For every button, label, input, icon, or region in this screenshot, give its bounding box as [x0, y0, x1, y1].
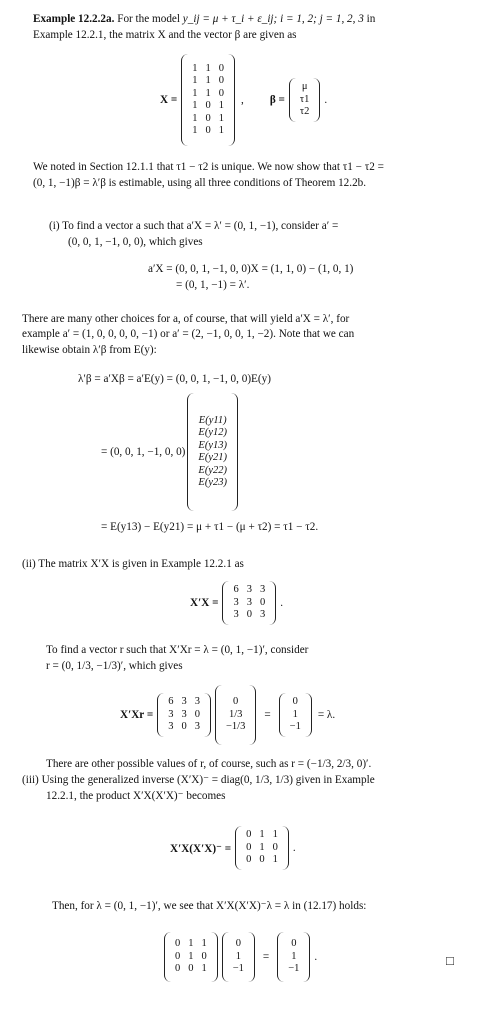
- lambda-vector-row: [286, 696, 305, 709]
- xtx-matrix-cell: 3: [246, 596, 252, 608]
- x-matrix-row: [188, 75, 228, 88]
- product-matrix-cell: 1: [272, 829, 278, 841]
- part-iii-line-2: 12.2.1, the product X′X(X′X)⁻ becomes: [46, 790, 226, 802]
- xtx-matrix-row: [164, 696, 204, 709]
- xtx-matrix-cell: 3: [233, 609, 239, 621]
- product-matrix-row: [242, 829, 282, 842]
- expected-y-cell: E(y23): [198, 477, 227, 488]
- part-ii-line-1: (ii) The matrix X′X is given in Example 12.2.1 as: [22, 558, 244, 570]
- xtx-matrix-cell: 3: [194, 696, 200, 708]
- para-1-line-2: (0, 1, −1)β = λ′β is estimable, using all three conditions of Theorem 12.2b.: [33, 177, 367, 189]
- x-matrix-cell: 1: [192, 75, 198, 86]
- para-2-line-2: example a′ = (1, 0, 0, 0, 0, −1) or a′ = (2, −1, 0, 0, 1, −2). Note that we can: [22, 328, 355, 340]
- product-matrix-cell: 1: [188, 950, 194, 962]
- x-matrix-cell: 0: [218, 75, 225, 86]
- example-intro: Example 12.2.2a. For the model y_ij = μ + τ_i + ε_ij; i = 1, 2; j = 1, 2, 3 in: [33, 13, 376, 25]
- final-lhs-vector-row: [229, 951, 248, 964]
- product-matrix-row: [242, 854, 282, 867]
- r-vector-cell: −1/3: [226, 721, 246, 733]
- product-matrix: [235, 826, 289, 870]
- xtx-equation: X′X = 6 3 3 3 3 0 3 0 3 .: [190, 581, 283, 625]
- xtx-matrix-cell: 3: [168, 708, 174, 720]
- final-lhs-vector-cell: 1: [235, 950, 241, 962]
- expected-y-row: [194, 452, 231, 465]
- beta-vector-row: [296, 94, 313, 107]
- x-matrix-cell: 1: [192, 100, 198, 111]
- r-vector-row: [222, 709, 249, 722]
- product-matrix-cell: 0: [175, 950, 181, 962]
- beta-vector: [289, 78, 320, 122]
- lambda-vector-row: [286, 721, 305, 734]
- final-rhs-vector-row: [284, 951, 303, 964]
- x-matrix-cell: 0: [205, 112, 211, 124]
- x-matrix-cell: 1: [192, 112, 198, 124]
- product-matrix-cell: 1: [259, 841, 265, 853]
- part-iii-line-1: (iii) Using the generalized inverse (X′X)⁻ = diag(0, 1/3, 1/3) given in Example: [22, 774, 375, 786]
- xtx-matrix-cell: 0: [181, 721, 187, 733]
- product-matrix-cell: 0: [246, 829, 252, 841]
- product-matrix-row: [171, 963, 211, 976]
- expected-y-cell: E(y13): [198, 439, 227, 451]
- expected-y-cell: E(y21): [198, 452, 227, 463]
- x-matrix-cell: 1: [192, 125, 198, 136]
- x-matrix-cell: 1: [218, 125, 225, 136]
- x-matrix-row: [188, 63, 228, 76]
- xtx-matrix: [222, 581, 276, 625]
- product-matrix-cell: 0: [246, 854, 252, 866]
- r-vector: [215, 685, 256, 745]
- xtx-matrix-row: [229, 609, 269, 622]
- lambda-vector-cell: 1: [292, 708, 298, 720]
- product-matrix-row: [242, 842, 282, 855]
- product-matrix-cell: 0: [246, 841, 252, 853]
- product-matrix-cell: 0: [272, 841, 278, 853]
- r-vector-cell: 0: [233, 696, 239, 708]
- xtx-matrix-cell: 3: [233, 596, 239, 608]
- final-rhs-vector-row: [284, 938, 303, 951]
- beta-vector-row: [296, 81, 313, 94]
- x-matrix-row: [188, 113, 228, 126]
- xtx-matrix-cell: 0: [194, 708, 200, 720]
- model-equation: y_ij = μ + τ_i + ε_ij; i = 1, 2; j = 1, 2, 3: [182, 13, 364, 25]
- xtxr-equation: X′Xr = 6 3 3 3 3 0 3 0 3 0 1/3 −1/3 = 0 1 −1 = λ.: [120, 685, 335, 745]
- eq-lambda-1: λ′β = a′Xβ = a′E(y) = (0, 0, 1, −1, 0, 0)E(y): [78, 373, 271, 385]
- eq-lambda-3: = E(y13) − E(y21) = μ + τ1 − (μ + τ2) = τ1 − τ2.: [101, 521, 319, 533]
- r-vector-row: [222, 721, 249, 734]
- product-matrix-cell: 1: [201, 963, 207, 975]
- final-lhs-vector-cell: 0: [235, 938, 241, 950]
- xtx-matrix-cell: 0: [259, 596, 266, 608]
- x-matrix-row: [188, 100, 228, 113]
- expected-y-row: [194, 477, 231, 490]
- expected-y-cell: E(y22): [198, 464, 227, 476]
- final-rhs-vector-cell: 0: [291, 938, 297, 950]
- x-matrix-equation: X = 1 1 0 1 1 0 1 1 0 1 0 1 1 0 1 1 0 1 , β = μ τ1 τ2 .: [160, 54, 327, 146]
- r-vector-cell: 1/3: [228, 708, 243, 720]
- product-matrix-cell: 0: [175, 963, 181, 975]
- xtx-matrix-cell: 3: [194, 721, 200, 733]
- para-3: There are other possible values of r, of course, such as r = (−1/3, 2/3, 0)′.: [46, 758, 372, 770]
- lambda-vector-cell: 0: [292, 696, 298, 708]
- x-matrix: [181, 54, 235, 146]
- x-matrix-cell: 1: [218, 100, 225, 111]
- r-vector-row: [222, 696, 249, 709]
- product-matrix-row: [171, 951, 211, 964]
- x-matrix-row: [188, 125, 228, 138]
- lambda-vector: [279, 693, 312, 737]
- x-matrix-row: [188, 88, 228, 101]
- expected-y-cell: E(y12): [198, 427, 227, 438]
- x-matrix-cell: 1: [218, 112, 225, 124]
- product-matrix-row: [171, 938, 211, 951]
- para-1-line-1: We noted in Section 12.1.1 that τ1 − τ2 is unique. We now show that τ1 − τ2 =: [33, 161, 384, 173]
- product-matrix-cell: 1: [201, 938, 207, 950]
- final-lhs-vector-row: [229, 938, 248, 951]
- x-matrix-cell: 1: [205, 62, 211, 74]
- xtx-matrix-row: [229, 597, 269, 610]
- final-rhs-vector-row: [284, 963, 303, 976]
- example-heading: Example 12.2.2a.: [33, 13, 115, 25]
- expected-y-cell: E(y11): [198, 414, 227, 426]
- xtx-matrix-cell: 3: [168, 721, 174, 733]
- end-of-example-mark: □: [446, 953, 454, 968]
- beta-vector-cell: τ2: [299, 106, 310, 118]
- lambda-vector-cell: −1: [289, 721, 301, 733]
- product-matrix-cell: 1: [188, 938, 194, 950]
- xtx-matrix-row: [164, 721, 204, 734]
- xtx-matrix-cell: 3: [181, 696, 187, 708]
- para-2-line-3: likewise obtain λ′β from E(y):: [22, 344, 157, 356]
- xtx-matrix-row: [164, 709, 204, 722]
- x-matrix-cell: 1: [205, 75, 211, 86]
- x-matrix-cell: 1: [192, 87, 198, 99]
- xtx-matrix-cell: 6: [168, 696, 174, 708]
- xtx-matrix-cell: 3: [181, 708, 187, 720]
- final-rhs-vector-cell: −1: [288, 963, 300, 975]
- eq-i-1: a′X = (0, 0, 1, −1, 0, 0)X = (1, 1, 0) − (1, 0, 1): [148, 263, 354, 275]
- x-matrix-cell: 1: [192, 62, 198, 74]
- expected-y-row: [194, 465, 231, 478]
- xtx-matrix-cell: 6: [233, 584, 239, 596]
- final-lhs-vector-row: [229, 963, 248, 976]
- x-matrix-cell: 0: [205, 100, 211, 111]
- final-lhs-vector-cell: −1: [232, 963, 244, 975]
- part-ii-line-3: r = (0, 1/3, −1/3)′, which gives: [46, 660, 183, 672]
- beta-vector-cell: τ1: [299, 93, 310, 105]
- para-4: Then, for λ = (0, 1, −1)′, we see that X′X(X′X)⁻λ = λ in (12.17) holds:: [52, 900, 367, 912]
- part-i-line-1: (i) To find a vector a such that a′X = λ′ = (0, 1, −1), consider a′ =: [49, 220, 339, 232]
- x-matrix-cell: 0: [218, 62, 225, 74]
- xtx-matrix-cell: 3: [259, 609, 266, 621]
- expected-y-row: [194, 427, 231, 440]
- product-matrix-cell: 1: [272, 854, 278, 866]
- x-matrix-cell: 1: [205, 87, 211, 99]
- product-matrix-cell: 0: [188, 963, 194, 975]
- final-rhs-vector-cell: 1: [291, 950, 297, 962]
- intro-line-2: Example 12.2.1, the matrix X and the vector β are given as: [33, 29, 297, 41]
- part-i-line-2: (0, 0, 1, −1, 0, 0), which gives: [68, 236, 203, 248]
- xtx-matrix-row: [229, 584, 269, 597]
- product-matrix-cell: 1: [259, 829, 265, 841]
- xtx-matrix-cell: 3: [259, 584, 266, 596]
- product-equation: X′X(X′X)⁻ = 0 1 1 0 1 0 0 0 1 .: [170, 826, 296, 870]
- x-matrix-cell: 0: [218, 87, 225, 99]
- final-equation: 0 1 1 0 1 0 0 0 1 0 1 −1 = 0 1 −1 .: [164, 932, 317, 982]
- product-matrix-cell: 0: [175, 938, 181, 950]
- beta-vector-row: [296, 106, 313, 119]
- beta-vector-cell: μ: [301, 81, 308, 93]
- xtx-matrix-cell: 3: [246, 584, 252, 596]
- xtx-matrix-cell: 0: [246, 609, 252, 621]
- expected-y-row: [194, 415, 231, 428]
- product-matrix-cell: 0: [201, 950, 207, 962]
- product-matrix-cell: 0: [259, 854, 265, 866]
- lambda-vector-row: [286, 709, 305, 722]
- expected-y-row: [194, 440, 231, 453]
- eq-lambda-2: = (0, 0, 1, −1, 0, 0) E(y11) E(y12) E(y13) E(y21) E(y22) E(y23): [101, 393, 238, 511]
- para-2-line-1: There are many other choices for a, of course, that will yield a′X = λ′, for: [22, 313, 350, 325]
- x-matrix-cell: 0: [205, 125, 211, 136]
- part-ii-line-2: To find a vector r such that X′Xr = λ = (0, 1, −1)′, consider: [46, 644, 309, 656]
- expected-y-vector: [187, 393, 238, 511]
- eq-i-2: = (0, 1, −1) = λ′.: [176, 279, 250, 291]
